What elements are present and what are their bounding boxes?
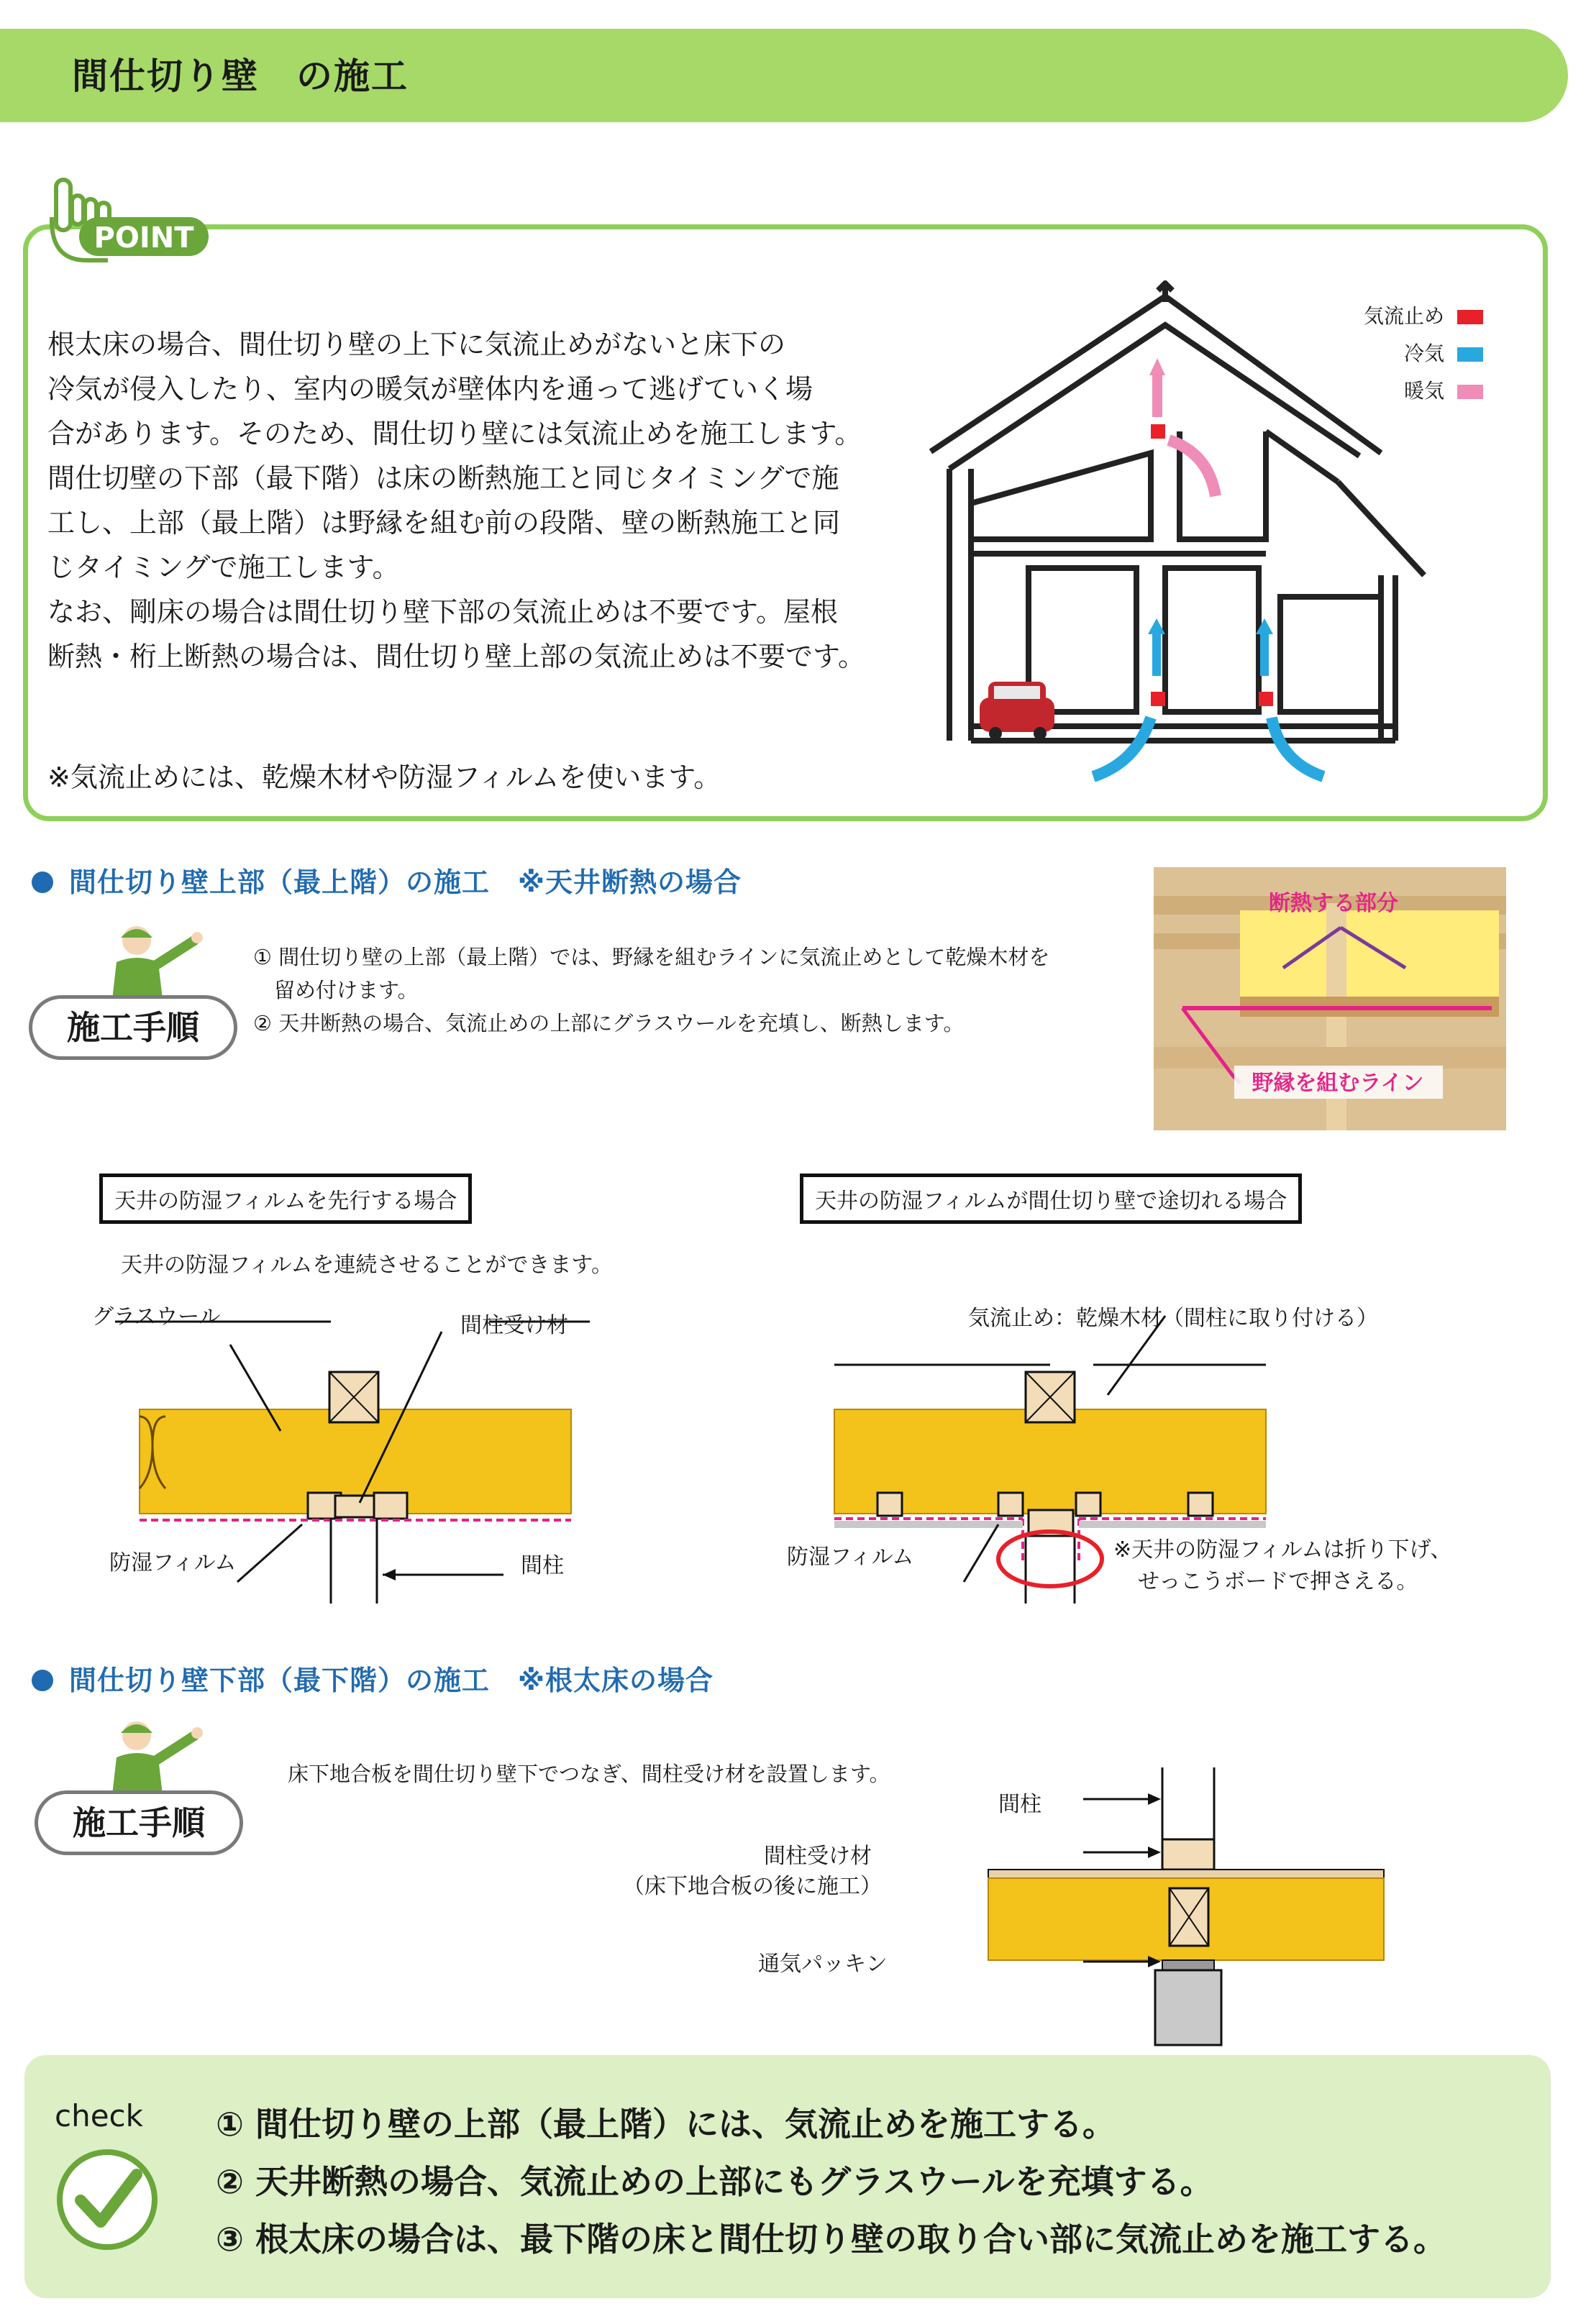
check-label: check [55,2098,143,2133]
legend-label: 気流止め [1363,304,1444,328]
point-logo-text: POINT [94,221,194,255]
legend-swatch-pink [1457,385,1483,399]
point-line-4: 間仕切壁の下部（最下階）は床の断熱施工と同じタイミングで施 [47,462,839,494]
diagram-left-subtitle: 天井の防湿フィルムを連続させることができます。 [121,1253,613,1278]
worker-icon [108,919,216,1002]
label-stud-bottom: 間柱 [998,1792,1041,1817]
label-stud: 間柱 [521,1553,564,1578]
right-note-line-1: ※天井の防湿フィルムは折り下げ、 [1113,1537,1452,1563]
check-item-1: ① 間仕切り壁の上部（最上階）には、気流止めを施工する。 [216,2105,1116,2144]
label-receiver: 間柱受け材 [460,1313,568,1338]
step-2: ② 天井断熱の場合、気流止めの上部にグラスウールを充填し、断熱します。 [253,1011,965,1035]
worker-icon [108,1714,216,1798]
label-film-right: 防湿フィルム [787,1545,914,1570]
floor-diagram [985,1762,1388,2067]
label-glasswool: グラスウール [92,1304,221,1330]
section1-steps [253,941,1049,1040]
construction-photo [1154,867,1506,1130]
legend-label: 暖気 [1403,379,1444,403]
check-icon [53,2146,161,2256]
right-note-line-2: せっこうボードで押さえる。 [1138,1569,1418,1594]
diagram-right-title: 天井の防湿フィルムが間仕切り壁で途切れる場合 [800,1174,1302,1224]
section1-title: 間仕切り壁上部（最上階）の施工 ※天井断熱の場合 [32,860,742,900]
label-receiver-bottom: 間柱受け材 [764,1844,872,1869]
section2-title: 間仕切り壁下部（最下階）の施工 ※根太床の場合 [32,1658,714,1698]
section2-step: 床下地合板を間仕切り壁下でつなぎ、間柱受け材を設置します。 [288,1762,890,1786]
procedure-badge: 施工手順 [29,995,237,1060]
diagram-left-title: 天井の防湿フィルムを先行する場合 [99,1174,472,1224]
point-line-2: 冷気が侵入したり、室内の暖気が壁体内を通って逃げていく場 [47,373,813,405]
page-title: 間仕切り壁 の施工 [72,55,409,97]
legend-swatch-blue [1457,347,1483,362]
point-line-3: 合があります。そのため、間仕切り壁には気流止めを施工します。 [47,418,862,449]
step-1-cont: 留め付けます。 [253,978,419,1002]
point-line-7: なお、剛床の場合は間仕切り壁下部の気流止めは不要です。屋根 [47,596,838,628]
point-line-5: 工し、上部（最上階）は野縁を組む前の段階、壁の断熱施工と同 [47,507,841,539]
point-note: ※気流止めには、乾燥木材や防湿フィルムを使います。 [47,761,721,793]
point-line-8: 断熱・桁上断熱の場合は、間仕切り壁上部の気流止めは不要です。 [47,641,865,672]
procedure-badge: 施工手順 [35,1790,243,1855]
point-logo [43,160,216,270]
label-airstop: 気流止め：乾燥木材（間柱に取り付ける） [968,1306,1378,1331]
bullet-icon [32,1670,53,1691]
photo-label-bottom: 野縁を組むライン [1252,1071,1424,1096]
photo-label-top: 断熱する部分 [1269,891,1398,916]
point-line-1: 根太床の場合、間仕切り壁の上下に気流止めがないと床下の [47,329,786,360]
bullet-icon [32,872,53,893]
point-line-6: じタイミングで施工します。 [47,552,400,583]
check-item-2: ② 天井断熱の場合、気流止めの上部にもグラスウールを充填する。 [216,2162,1213,2201]
label-film: 防湿フィルム [109,1550,237,1575]
label-receiver-note: （床下地合板の後に施工） [623,1874,882,1899]
legend [1351,301,1483,413]
legend-label: 冷気 [1403,342,1444,365]
right-note [1113,1534,1451,1598]
label-packing: 通気パッキン [758,1952,888,1977]
step-1: ① 間仕切り壁の上部（最上階）では、野縁を組むラインに気流止めとして乾燥木材を [253,945,1050,969]
check-item-3: ③ 根太床の場合は、最下階の床と間仕切り壁の取り合い部に気流止めを施工する。 [216,2220,1446,2259]
legend-swatch-red [1457,310,1483,324]
